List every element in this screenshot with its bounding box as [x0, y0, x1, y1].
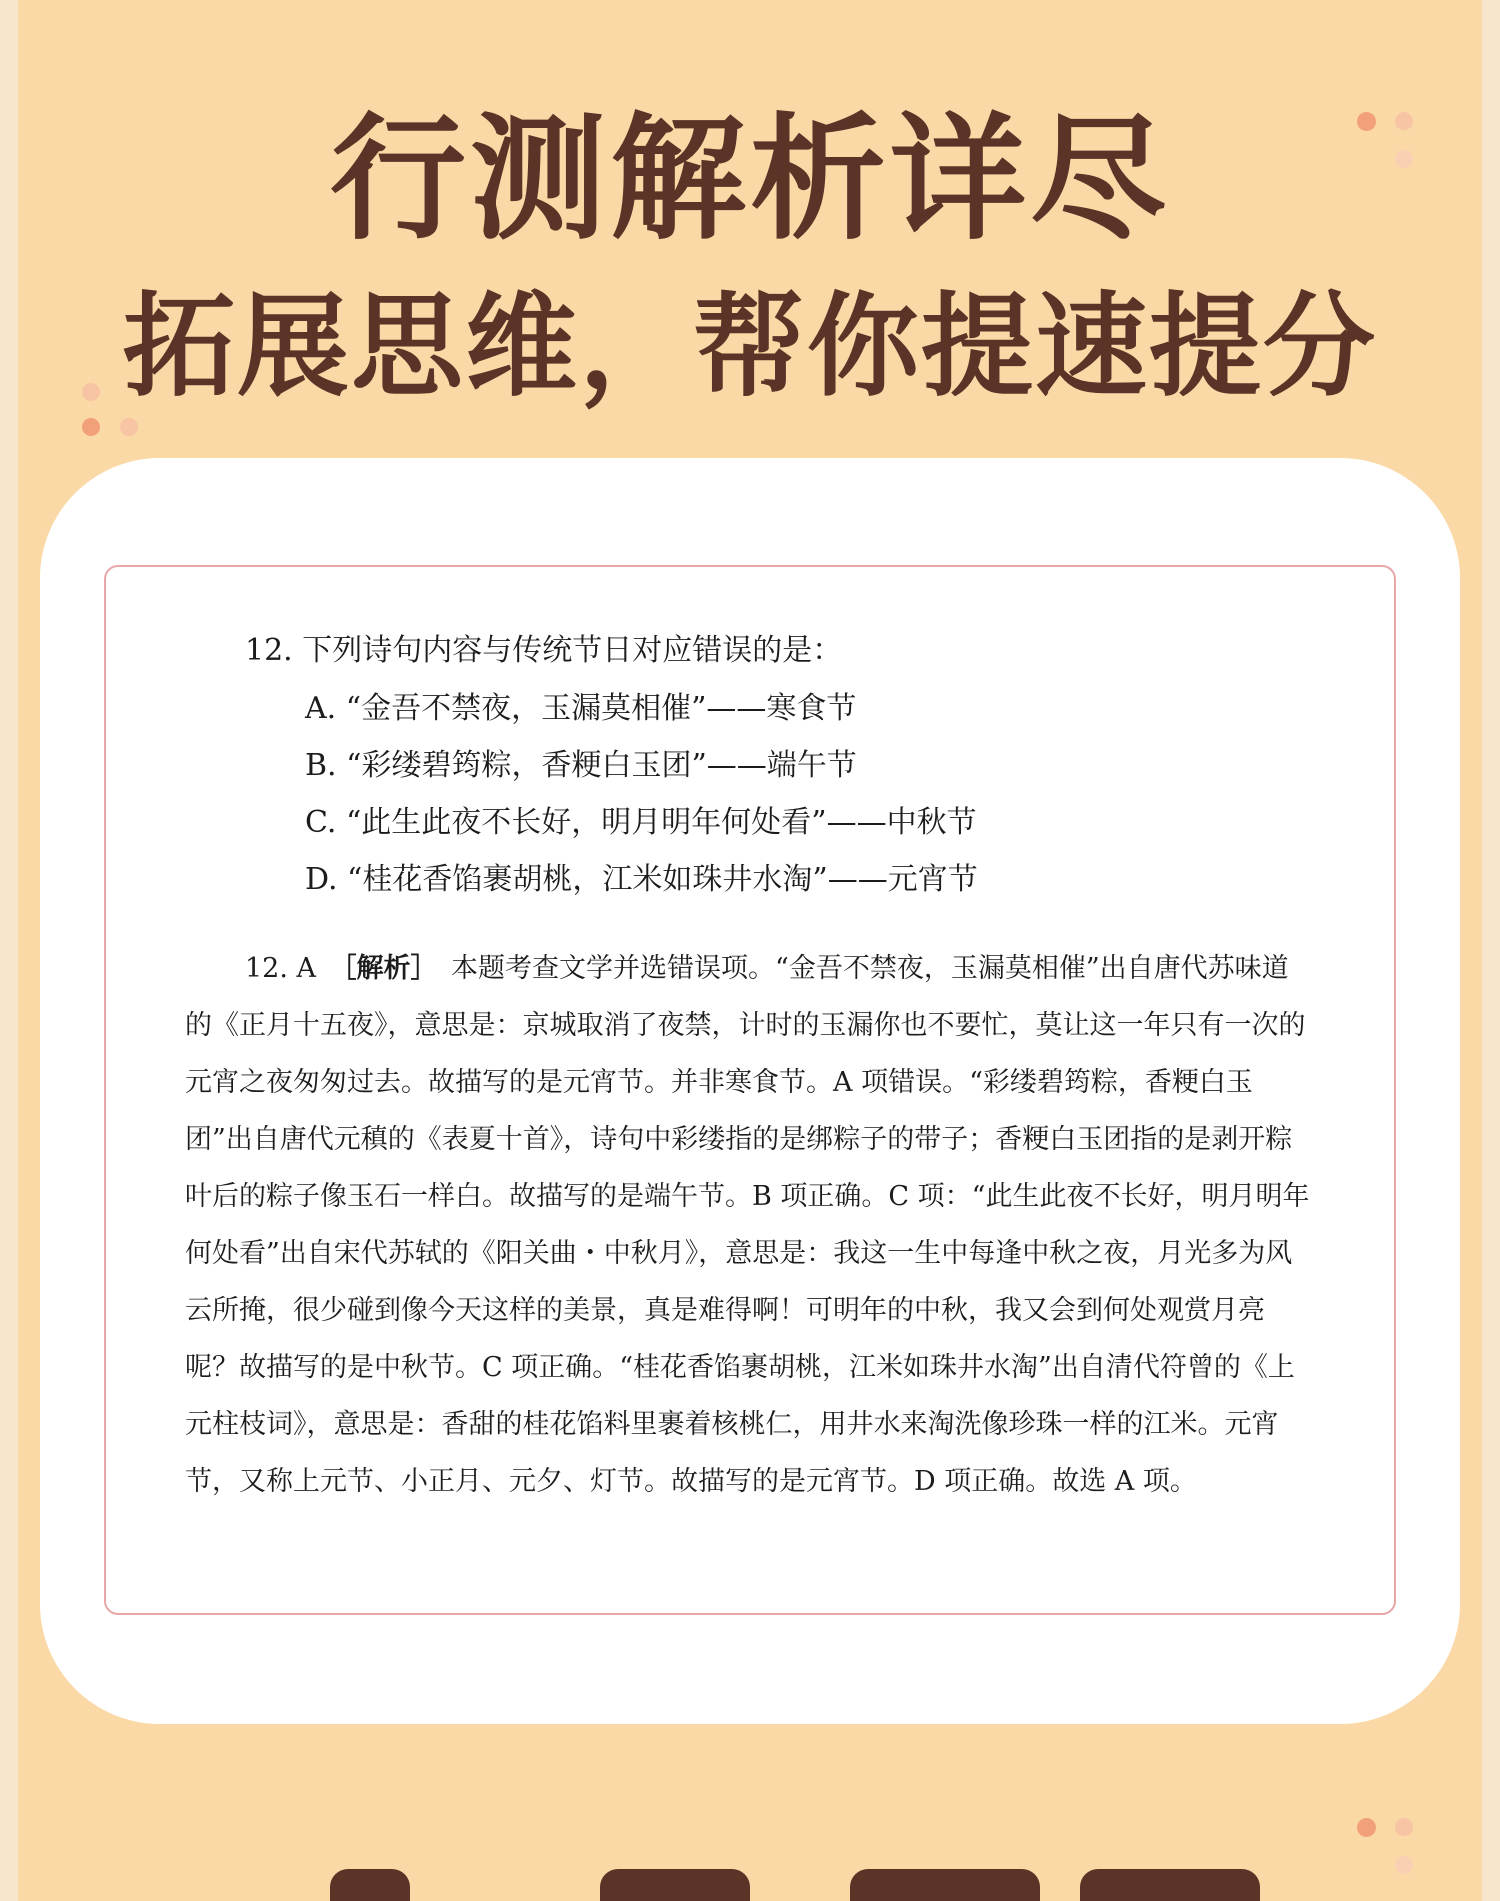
next-section-title-peek [0, 1855, 1500, 1901]
main-title: 行测解析详尽 [330, 101, 1170, 259]
peek-glyph [1080, 1869, 1260, 1901]
analysis-tag: ［解析］ [343, 953, 425, 984]
option-d: D. “桂花香馅裹胡桃，江米如珠井水淘”——元宵节 [305, 862, 978, 897]
question-title: 12. 下列诗句内容与传统节日对应错误的是： [245, 633, 843, 668]
peek-glyph [850, 1869, 1040, 1901]
analysis-text: 本题考查文学并选错误项。“金吾不禁夜，玉漏莫相催”出自唐代苏味道的《正月十五夜》，意思是：京城取消了夜禁，计时的玉漏你也不要忙，莫让这一年只有一次的元宵之夜匆匆过去。故描写的是元宵节。并非寒食节。A 项错误。“彩缕碧筠粽，香粳白玉团”出自唐代元稹的《表夏十首》，诗句中彩缕指的是绑粽子的带子；香粳白玉团指的是剥开粽叶后的粽子像玉石一样白。故描写的是端午节。B 项正确。C 项：“此生此夜不长好，明月明年何处看”出自宋代苏轼的《阳关曲・中秋月》，意思是：我这一生中每逢中秋之夜，月光多为风云所掩，很少碰到像今天这样的美景，真是难得啊！可明年的中秋，我又会到何处观赏月亮呢？故描写的是中秋节。C 项正确。“桂花香馅裹胡桃，江米如珠井水淘”出自清代符曾的《上元柱枝词》，意思是：香甜的桂花馅料里裹着核桃仁，用井水来淘洗像珍珠一样的江米。元宵节，又称上元节、小正月、元夕、灯节。故描写的是元宵节。D 项正确。故选 A 项。 [185, 953, 1310, 1497]
analysis-paragraph [185, 940, 1315, 1510]
option-c: C. “此生此夜不长好，明月明年何处看”——中秋节 [305, 805, 977, 840]
analysis-answer: 12. A [245, 953, 317, 984]
decor-dot [82, 418, 100, 436]
option-a: A. “金吾不禁夜，玉漏莫相催”——寒食节 [305, 691, 857, 726]
peek-glyph [600, 1869, 750, 1901]
peek-glyph [330, 1869, 410, 1901]
sub-title: 拓展思维，帮你提速提分 [123, 282, 1377, 412]
decor-dot [120, 418, 138, 436]
option-b: B. “彩缕碧筠粽，香粳白玉团”——端午节 [305, 748, 857, 783]
decor-dot [1357, 1818, 1376, 1837]
decor-dot [1395, 1818, 1413, 1836]
